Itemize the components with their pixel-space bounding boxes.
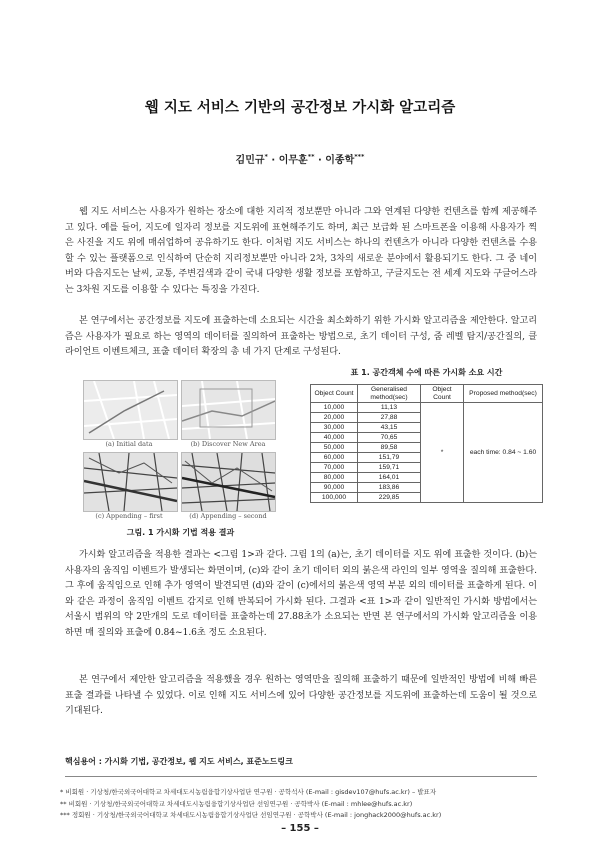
cell-general-time: 70,65 (358, 433, 421, 443)
author-line (0, 151, 600, 166)
page-number: – 155 – (281, 823, 319, 834)
author-name: 이무훈 (278, 155, 308, 166)
cell-merged-proposed: each time: 0.84 ~ 1.60 (464, 403, 543, 503)
cell-general-time: 27,88 (358, 413, 421, 423)
map-image-d (182, 453, 275, 511)
cell-count: 90,000 (311, 483, 358, 493)
cell-general-time: 43,15 (358, 423, 421, 433)
cell-general-time: 11,13 (358, 403, 421, 413)
panel-label-c: (c) Appending – first (95, 512, 163, 520)
header-object-count: Object Count (311, 385, 358, 403)
cell-general-time: 89,58 (358, 443, 421, 453)
map-panel-d (181, 452, 276, 512)
footnote-2: ** 비회원 · 기상청/한국외국어대학교 차세대도시농림융합기상사업단 선임연구원 · 공학박사 (E-mail : mhlee@hufs.ac.kr) (60, 800, 413, 808)
figure-map-panels (83, 380, 278, 520)
table-caption: 표 1. 공간객체 수에 따른 가시화 소요 시간 (350, 368, 503, 377)
author-mark: *** (354, 152, 365, 161)
header-generalised-method: Generalised method(sec) (358, 385, 421, 403)
map-panel-b (181, 380, 276, 440)
panel-label-b: (b) Discover New Area (190, 440, 266, 448)
cell-count: 20,000 (311, 413, 358, 423)
results-table (310, 384, 543, 503)
cell-general-time: 183,86 (358, 483, 421, 493)
paper-title: 웹 지도 서비스 기반의 공간정보 가시화 알고리즘 (144, 100, 456, 116)
map-image-b (182, 381, 275, 439)
body-paragraph-intro: 웹 지도 서비스는 사용자가 원하는 장소에 대한 지리적 정보뿐만 아니라 그와 연계된 다양한 컨텐츠를 함께 제공해주고 있다. 예를 들어, 지도에 일자리 정보를 지도위에 표현해주기도 하며, 최근 보급화 된 스마트폰을 이용해 사용자가 찍은 사진을 지도 위에 매쉬업하여 공유하기도 한다. 이처럼 지도 서비스는 하나의 컨텐츠가 아니라 다양한 컨텐츠를 수용할 수 있는 플랫폼으로 인식하여 단순히 지리정보뿐만 아니라 2차, 3차의 새로운 분야에서 활용되기도 한다. 그 중 네이버와 다음지도는 날씨, 교통, 주변검색과 같이 국내 다양한 생활 정보를 포함하고, 구글지도는 전 세계 지도와 구글어스라는 3차원 지도를 이용할 수 있다는 특징을 가진다. (65, 207, 537, 295)
panel-label-d: (d) Appending – second (189, 512, 267, 520)
author-name: 김민규 (235, 155, 265, 166)
cell-count: 30,000 (311, 423, 358, 433)
figure-caption: 그림. 1 가시화 기법 적용 결과 (126, 528, 235, 537)
cell-general-time: 159,71 (358, 463, 421, 473)
cell-count: 100,000 (311, 493, 358, 503)
footnote-3: *** 정회원 · 기상청/한국외국어대학교 차세대도시농림융합기상사업단 선임연구원 · 공학박사 (E-mail : jonghack2000@hufs.ac.kr) (60, 811, 442, 819)
map-image-c (84, 453, 177, 511)
header-proposed-method: Proposed method(sec) (464, 385, 543, 403)
map-panel-c (83, 452, 178, 512)
body-paragraph-proposal: 본 연구에서는 공간정보를 지도에 표출하는데 소요되는 시간을 최소화하기 위한 가시화 알고리즘을 제안한다. 알고리즘은 사용자가 필요로 하는 영역의 데이터를 질의하여 표출하는 방법으로, 초기 데이터 구성, 줌 레벨 탐지/공간질의, 클라이언트 이벤트체크, 표출 데이터 확장의 총 네 가지 단계로 구성된다. (65, 316, 537, 358)
author-mark: * (264, 152, 268, 161)
cell-general-time: 164,01 (358, 473, 421, 483)
cell-count: 10,000 (311, 403, 358, 413)
author-separator: · (314, 155, 326, 166)
cell-count: 70,000 (311, 463, 358, 473)
table-header-row (311, 385, 543, 403)
body-paragraph-results: 가시화 알고리즘을 적용한 결과는 <그림 1>과 같다. 그림 1의 (a)는, 초기 데이터를 지도 위에 표출한 것이다. (b)는 사용자의 움직임 이벤트가 발생되는 화면이며, (c)와 같이 초기 데이터 외의 붉은색 라인의 일부 영역을 질의해 표출한다. 그 후에 움직임으로 인해 추가 영역이 발견되면 (d)와 같이 (c)에서의 붉은색 영역 부분 외의 데이터를 표출하게 된다. 이와 같은 과정이 움직임 이벤트 감지로 인해 반복되어 가시화 된다. 그결과 <표 1>과 같이 일반적인 가시화 방법에서는 서울시 범위의 약 2만개의 도로 데이터를 표출하는데 27.88초가 소요되는 반면 본 연구에서의 가시화 알고리즘을 이용하면 매 질의와 표출에 0.84~1.6초 정도 소요된다. (65, 550, 537, 638)
footnote-1: * 비회원 · 기상청/한국외국어대학교 차세대도시농림융합기상사업단 연구원 · 공학석사 (E-mail : gisdev107@hufs.ac.kr) – 발표자 (60, 788, 437, 796)
body-paragraph-conclusion: 본 연구에서 제안한 알고리즘을 적용했을 경우 원하는 영역만을 질의해 표출하기 때문에 일반적인 방법에 비해 빠른 표출 결과를 나타낼 수 있었다. 이로 인해 지도 서비스에 있어 다양한 공간정보를 지도위에 표출하는데 도움이 될 것으로 기대된다. (65, 675, 537, 717)
cell-general-time: 151,79 (358, 453, 421, 463)
author-mark: ** (307, 152, 315, 161)
keywords-line: 핵심용어 : 가시화 기법, 공간정보, 웹 지도 서비스, 표준노드링크 (65, 757, 293, 766)
author-separator: · (267, 155, 279, 166)
cell-count: 80,000 (311, 473, 358, 483)
panel-label-a: (a) Initial data (105, 440, 153, 448)
cell-count: 40,000 (311, 433, 358, 443)
cell-count: 50,000 (311, 443, 358, 453)
header-object-count-2: Object Count (421, 385, 464, 403)
map-image-a (84, 381, 177, 439)
cell-general-time: 229,85 (358, 493, 421, 503)
cell-count: 60,000 (311, 453, 358, 463)
table-row (311, 403, 543, 413)
footnote-divider (65, 776, 537, 777)
cell-merged-count: * (421, 403, 464, 503)
map-panel-a (83, 380, 178, 440)
author-name: 이종학 (325, 155, 355, 166)
